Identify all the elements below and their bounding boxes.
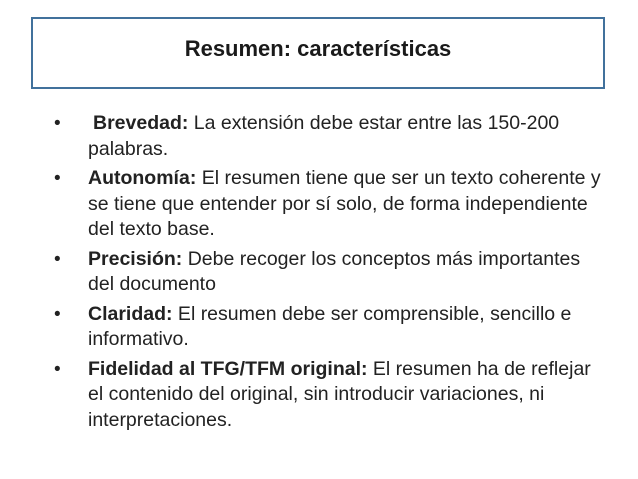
title-box xyxy=(31,17,605,89)
bullet-term: Fidelidad al TFG/TFM original: xyxy=(88,357,368,380)
bullet-dot-icon: • xyxy=(54,113,61,134)
bullet-item-claridad xyxy=(50,302,610,353)
bullet-term: Brevedad: xyxy=(93,112,189,134)
bullet-text: El resumen debe ser comprensible, sencillo e informativo. xyxy=(88,302,572,350)
bullet-text: Debe recoger los conceptos más importantes del documento xyxy=(88,247,581,295)
bullet-term: Precisión: xyxy=(88,247,183,270)
bullet-item-brevedad xyxy=(50,111,610,162)
bullet-dot-icon: • xyxy=(54,358,61,380)
bullet-text: La extensión debe estar entre las 150-200 palabras. xyxy=(88,112,560,160)
bullet-dot-icon: • xyxy=(54,168,61,189)
bullet-dot-icon: • xyxy=(54,248,61,270)
bullet-term: Claridad: xyxy=(88,302,173,325)
bullet-item-autonomia xyxy=(50,166,610,243)
bullet-term: Autonomía: xyxy=(88,167,197,189)
bullet-list xyxy=(50,111,610,437)
bullet-text: El resumen ha de reflejar el contenido del original, sin introducir variaciones, ni interpretaciones. xyxy=(88,357,591,431)
slide-title: Resumen: características xyxy=(184,36,452,61)
bullet-text: El resumen tiene que ser un texto coherente y se tiene que entender por sí solo, de forma independiente del texto base. xyxy=(88,167,601,240)
bullet-item-fidelidad xyxy=(50,357,610,434)
bullet-dot-icon: • xyxy=(54,303,61,325)
bullet-item-precision xyxy=(50,247,610,298)
